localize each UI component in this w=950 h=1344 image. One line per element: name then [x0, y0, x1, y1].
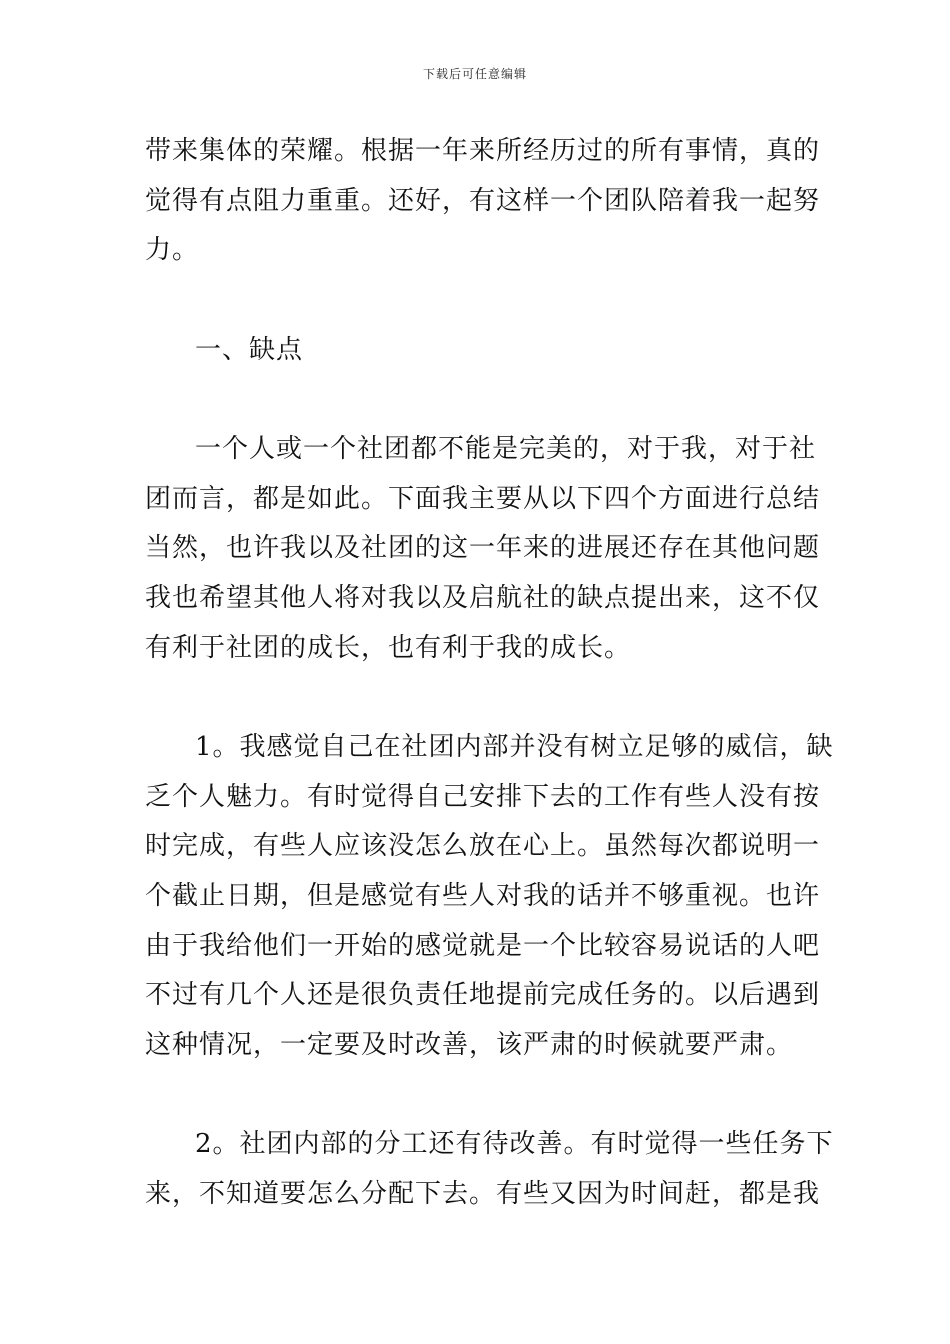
paragraph-line: 个截止日期，但是感觉有些人对我的话并不够重视。也许 [145, 881, 821, 911]
paragraph-line: 一个人或一个社团都不能是完美的，对于我，对于社 [195, 434, 817, 464]
section-heading: 一、缺点 [195, 335, 304, 365]
paragraph-line: 我也希望其他人将对我以及启航社的缺点提出来，这不仅 [145, 583, 821, 613]
paragraph-line: 有利于社团的成长，也有利于我的成长。 [145, 633, 632, 663]
paragraph-line: 带来集体的荣耀。根据一年来所经历过的所有事情，真的 [145, 136, 821, 166]
paragraph-line: 不过有几个人还是很负责任地提前完成任务的。以后遇到 [145, 980, 821, 1010]
paragraph-line: 当然，也许我以及社团的这一年来的进展还存在其他问题 [145, 533, 821, 563]
paragraph-line: 乏个人魅力。有时觉得自己安排下去的工作有些人没有按 [145, 782, 821, 812]
paragraph-line: 这种情况，一定要及时改善，该严肃的时候就要严肃。 [145, 1030, 794, 1060]
paragraph-line: 时完成，有些人应该没怎么放在心上。虽然每次都说明一 [145, 831, 821, 861]
paragraph-line: 觉得有点阻力重重。还好，有这样一个团队陪着我一起努 [145, 186, 821, 216]
page-header: 下载后可任意编辑 [422, 67, 527, 81]
paragraph-line: 2。社团内部的分工还有待改善。有时觉得一些任务下 [195, 1129, 834, 1159]
paragraph-line: 由于我给他们一开始的感觉就是一个比较容易说话的人吧 [145, 931, 821, 961]
paragraph-line: 来，不知道要怎么分配下去。有些又因为时间赶，都是我 [145, 1179, 821, 1209]
paragraph-line: 1。我感觉自己在社团内部并没有树立足够的威信，缺 [195, 732, 834, 762]
paragraph-line: 团而言，都是如此。下面我主要从以下四个方面进行总结 [145, 484, 821, 514]
paragraph-line: 力。 [145, 235, 200, 265]
